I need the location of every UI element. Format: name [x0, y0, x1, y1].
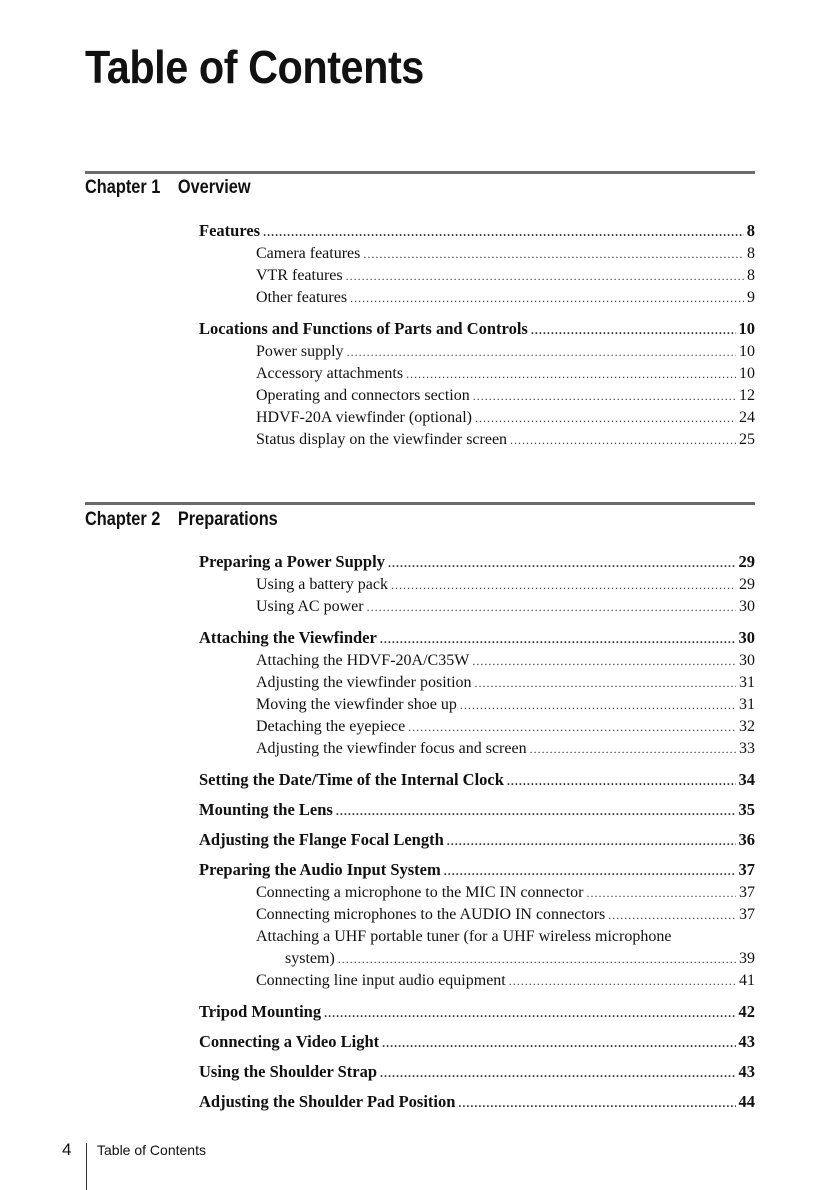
toc-section[interactable]: [199, 1032, 755, 1054]
chapter-number: Chapter 2: [85, 509, 161, 530]
entry-title: Using AC power: [256, 598, 364, 615]
dot-leader: [336, 804, 736, 819]
chapter-2-toc: [199, 552, 755, 1114]
entry-title: Using the Shoulder Strap: [199, 1062, 378, 1081]
entry-title: Preparing the Audio Input System: [199, 860, 441, 879]
dot-leader: [447, 834, 736, 849]
footer-label: Table of Contents: [97, 1142, 206, 1158]
entry-page-number: 37: [739, 884, 755, 901]
entry-title: Using a battery pack: [256, 576, 388, 593]
entry-title: Setting the Date/Time of the Internal Clock: [199, 770, 504, 789]
dot-leader: [507, 774, 736, 789]
entry-title: Attaching the Viewfinder: [199, 628, 377, 647]
entry-page-number: 31: [739, 674, 755, 691]
entry-page-number: 29: [739, 576, 755, 593]
dot-leader: [509, 974, 736, 989]
entry-page-number: 44: [738, 1092, 755, 1111]
dot-leader: [531, 323, 736, 338]
chapter-number: Chapter 1: [85, 177, 161, 198]
toc-subsection[interactable]: [199, 884, 755, 906]
dot-leader: [263, 225, 744, 240]
entry-title: Adjusting the Flange Focal Length: [199, 830, 444, 849]
toc-subsection[interactable]: [199, 906, 755, 928]
chapter-1-toc: [199, 221, 755, 453]
entry-page-number: 9: [747, 289, 755, 306]
toc-section[interactable]: [199, 221, 755, 243]
toc-subsection[interactable]: [199, 343, 755, 365]
chapter-1-rule: [85, 171, 755, 174]
toc-section[interactable]: [199, 319, 755, 341]
dot-leader: [338, 952, 736, 967]
toc-section[interactable]: [199, 860, 755, 882]
entry-title: Adjusting the Shoulder Pad Position: [199, 1092, 456, 1111]
toc-subsection[interactable]: [199, 245, 755, 267]
entry-title: Connecting line input audio equipment: [256, 972, 506, 989]
entry-page-number: 30: [739, 598, 755, 615]
footer-page-number: 4: [62, 1140, 72, 1159]
entry-page-number: 30: [738, 628, 755, 647]
entry-title: Connecting a microphone to the MIC IN connector: [256, 884, 584, 901]
dot-leader: [586, 886, 736, 901]
dot-leader: [444, 864, 736, 879]
page-title: Table of Contents: [85, 41, 424, 93]
entry-page-number: 39: [739, 950, 755, 967]
entry-title: Mounting the Lens: [199, 800, 333, 819]
entry-title: HDVF-20A viewfinder (optional): [256, 409, 472, 426]
entry-title: Status display on the viewfinder screen: [256, 431, 508, 448]
dot-leader: [382, 1036, 735, 1051]
dot-leader: [367, 600, 736, 615]
entry-page-number: 29: [738, 552, 755, 571]
entry-page-number: 34: [738, 770, 755, 789]
toc-section[interactable]: [199, 830, 755, 852]
dot-leader: [380, 1066, 735, 1081]
toc-subsection[interactable]: [199, 431, 755, 453]
entry-page-number: 10: [739, 365, 755, 382]
toc-section[interactable]: [199, 1062, 755, 1084]
dot-leader: [324, 1006, 735, 1021]
entry-page-number: 37: [739, 906, 755, 923]
toc-subsection[interactable]: [199, 598, 755, 620]
dot-leader: [475, 411, 736, 426]
toc-subsection[interactable]: [199, 576, 755, 598]
chapter-title: Preparations: [177, 509, 278, 530]
entry-page-number: 41: [739, 972, 755, 989]
entry-page-number: 10: [739, 343, 755, 360]
dot-leader: [363, 247, 744, 262]
entry-title: Camera features: [256, 245, 361, 262]
entry-title: VTR features: [256, 267, 343, 284]
dot-leader: [391, 578, 736, 593]
chapter-2-rule: [85, 502, 755, 505]
toc-subsection-continuation[interactable]: [199, 950, 755, 972]
entry-title: Adjusting the viewfinder position: [256, 674, 472, 691]
entry-page-number: 30: [739, 652, 755, 669]
entry-title: Tripod Mounting: [199, 1002, 322, 1021]
chapter-2-heading: [85, 509, 278, 531]
entry-page-number: 8: [747, 267, 755, 284]
toc-section[interactable]: [199, 552, 755, 574]
toc-subsection[interactable]: [199, 972, 755, 994]
dot-leader: [472, 654, 736, 669]
footer-divider: [86, 1143, 87, 1190]
entry-title: Connecting microphones to the AUDIO IN connectors: [256, 906, 606, 923]
dot-leader: [475, 676, 736, 691]
entry-title: Operating and connectors section: [256, 387, 470, 404]
entry-page-number: 43: [738, 1032, 755, 1051]
entry-page-number: 35: [738, 800, 755, 819]
entry-page-number: 36: [738, 830, 755, 849]
entry-page-number: 31: [739, 696, 755, 713]
toc-section[interactable]: [199, 1002, 755, 1024]
entry-page-number: 12: [739, 387, 755, 404]
entry-page-number: 43: [738, 1062, 755, 1081]
entry-page-number: 8: [747, 245, 755, 262]
chapter-title: Overview: [177, 177, 251, 198]
dot-leader: [350, 291, 744, 306]
dot-leader: [406, 367, 736, 382]
entry-title: Accessory attachments: [256, 365, 404, 382]
entry-title: Attaching the HDVF-20A/C35W: [256, 652, 470, 669]
toc-subsection[interactable]: [199, 387, 755, 409]
entry-title: Locations and Functions of Parts and Controls: [199, 319, 528, 338]
dot-leader: [408, 720, 736, 735]
toc-subsection[interactable]: [199, 365, 755, 387]
toc-subsection[interactable]: [199, 718, 755, 740]
entry-page-number: 37: [738, 860, 755, 879]
toc-subsection[interactable]: [199, 928, 755, 950]
toc-subsection[interactable]: [199, 289, 755, 311]
entry-title: Connecting a Video Light: [199, 1032, 380, 1051]
dot-leader: [608, 908, 736, 923]
entry-title: Features: [199, 221, 261, 240]
toc-section[interactable]: [199, 628, 755, 650]
entry-title: Power supply: [256, 343, 344, 360]
dot-leader: [388, 556, 736, 571]
entry-page-number: 10: [738, 319, 755, 338]
dot-leader: [530, 742, 736, 757]
dot-leader: [380, 632, 736, 647]
toc-subsection[interactable]: [199, 674, 755, 696]
dot-leader: [458, 1096, 735, 1111]
chapter-1-heading: [85, 177, 251, 199]
entry-title: Attaching a UHF portable tuner (for a UHF wireless microphone: [256, 928, 672, 945]
dot-leader: [510, 433, 736, 448]
entry-page-number: 24: [739, 409, 755, 426]
entry-title: system): [285, 950, 335, 967]
toc-section[interactable]: [199, 770, 755, 792]
entry-page-number: 25: [739, 431, 755, 448]
entry-title: Other features: [256, 289, 348, 306]
entry-title: Preparing a Power Supply: [199, 552, 385, 571]
entry-title: Moving the viewfinder shoe up: [256, 696, 457, 713]
toc-subsection[interactable]: [199, 267, 755, 289]
entry-page-number: 8: [746, 221, 755, 240]
dot-leader: [473, 389, 736, 404]
dot-leader: [347, 345, 736, 360]
entry-page-number: 32: [739, 718, 755, 735]
entry-title: Adjusting the viewfinder focus and screen: [256, 740, 527, 757]
toc-section[interactable]: [199, 800, 755, 822]
dot-leader: [460, 698, 736, 713]
toc-subsection[interactable]: [199, 740, 755, 762]
entry-title: Detaching the eyepiece: [256, 718, 406, 735]
toc-section[interactable]: [199, 1092, 755, 1114]
entry-page-number: 33: [739, 740, 755, 757]
entry-page-number: 42: [738, 1002, 755, 1021]
toc-subsection[interactable]: [199, 652, 755, 674]
toc-subsection[interactable]: [199, 409, 755, 431]
toc-subsection[interactable]: [199, 696, 755, 718]
dot-leader: [346, 269, 744, 284]
